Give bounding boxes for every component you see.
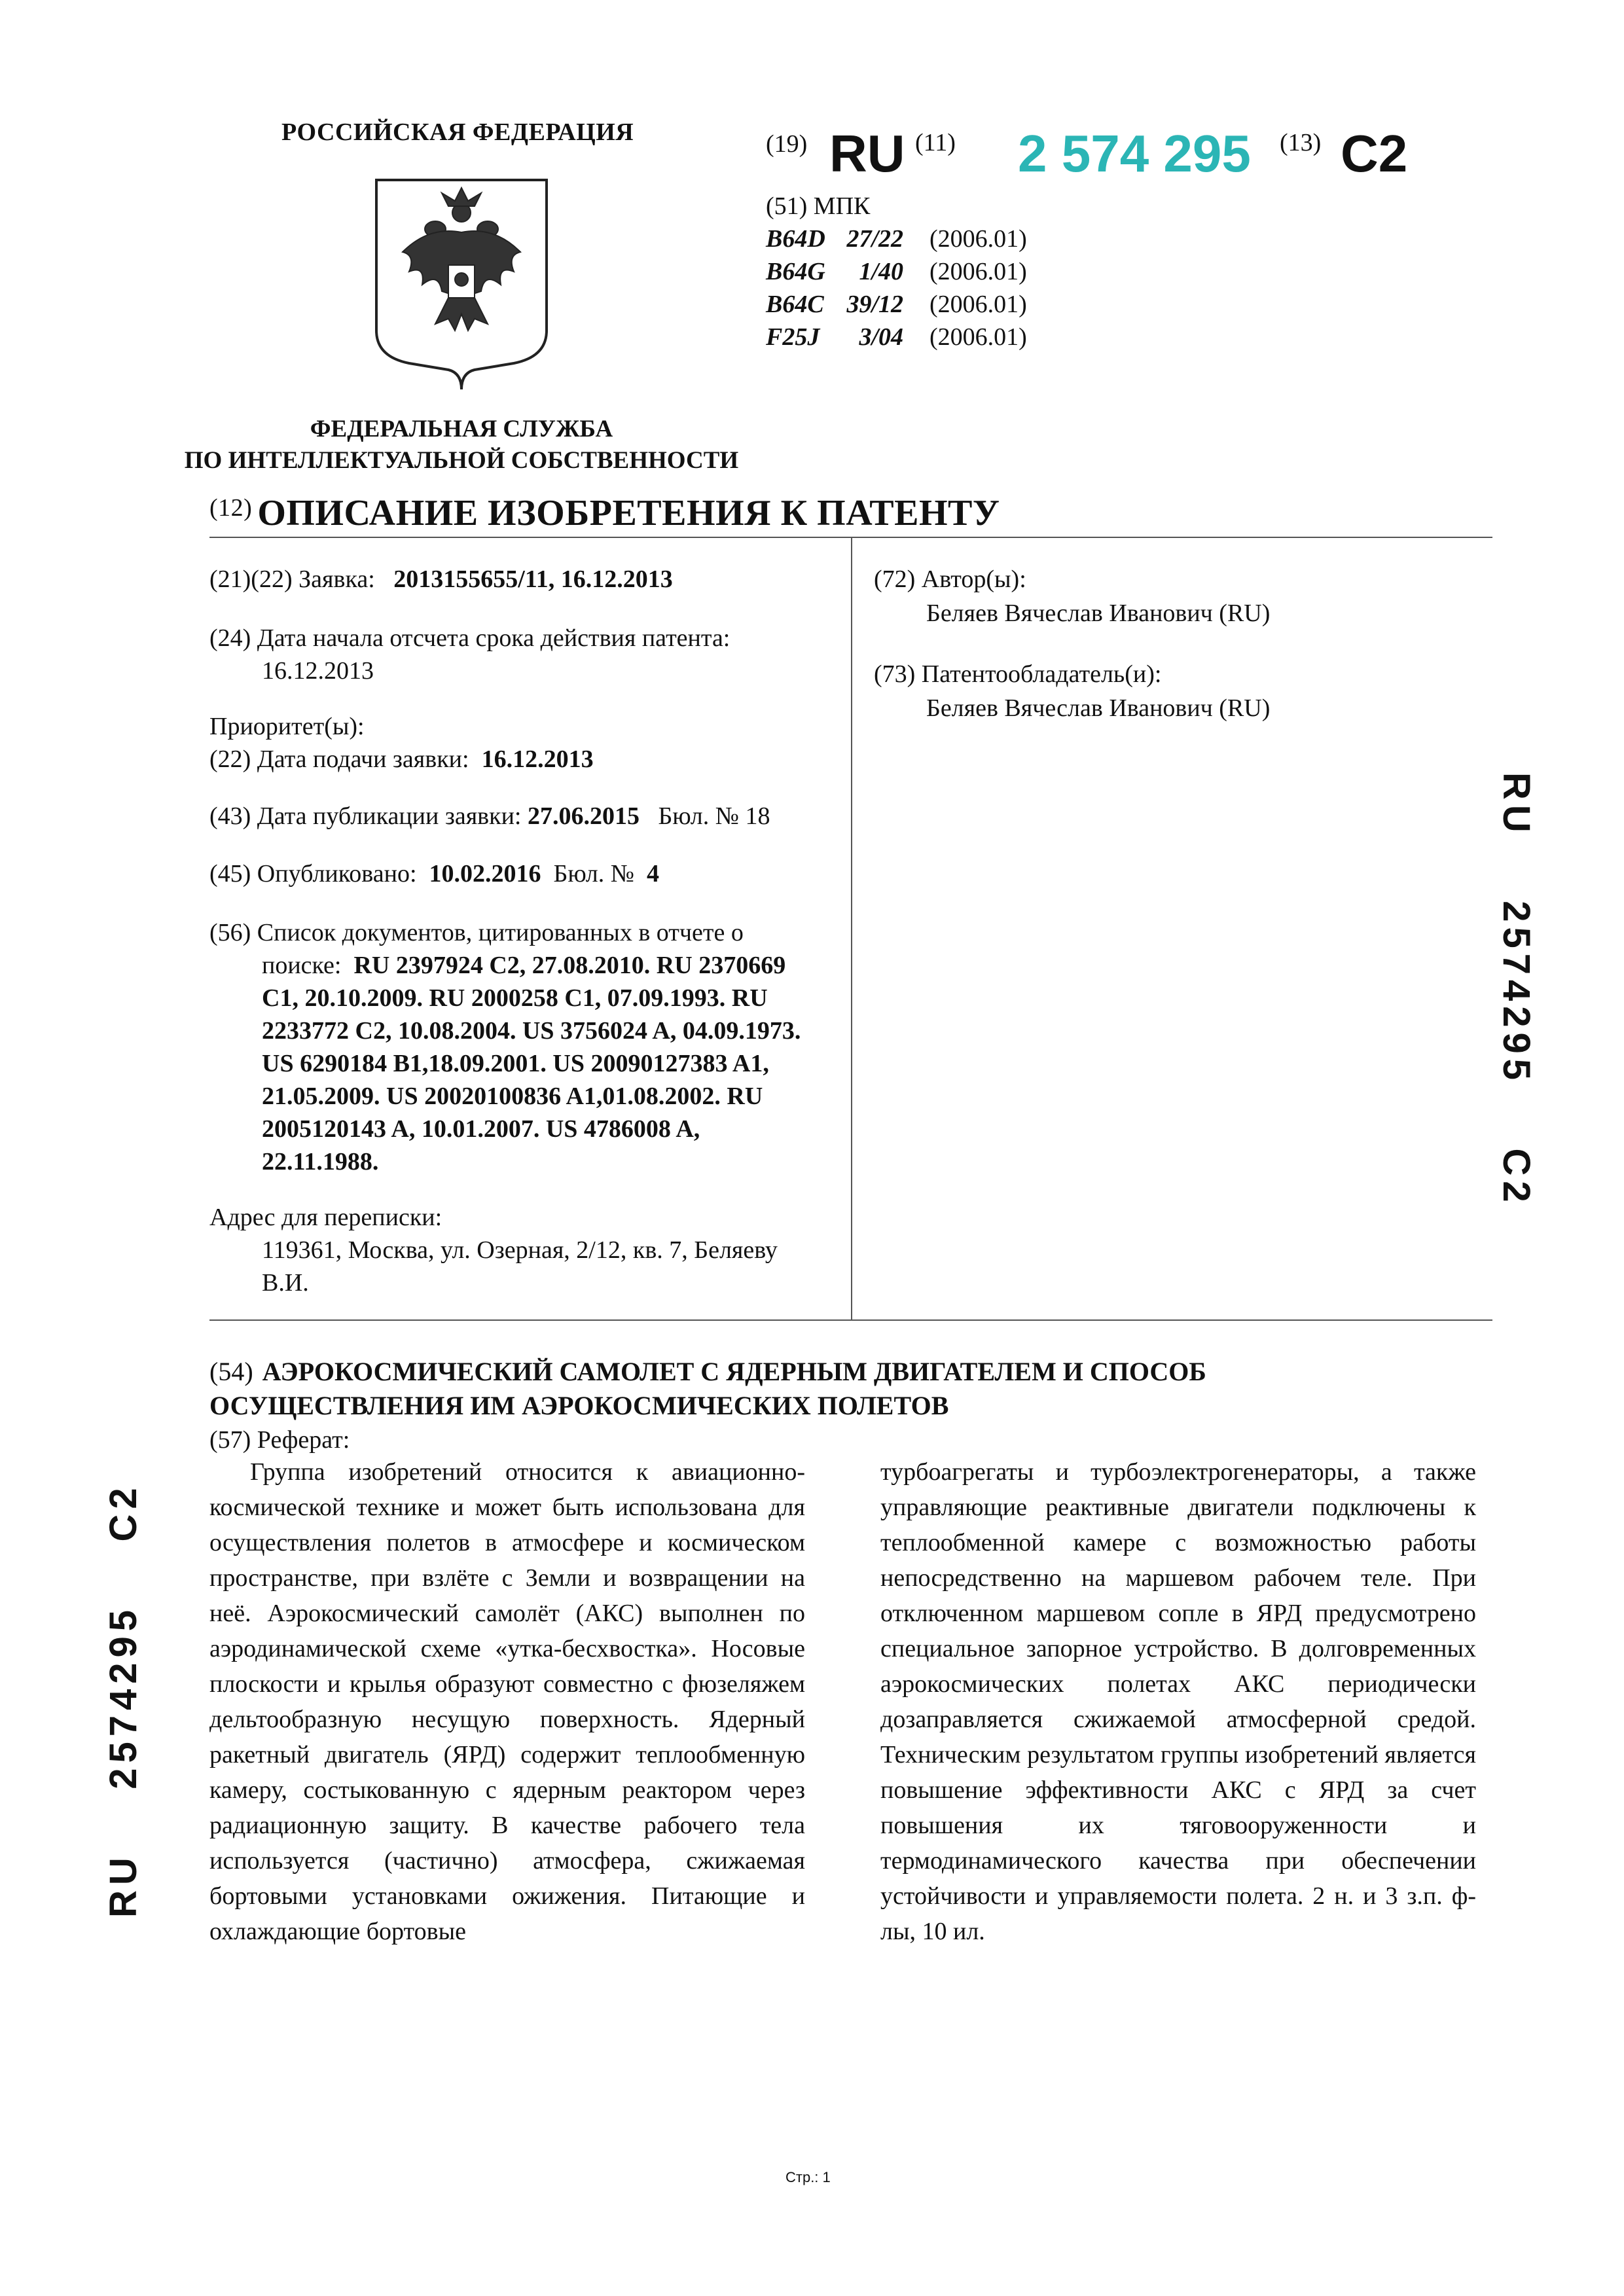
ipc-class: B64C [766,291,824,318]
invention-title-line: ОСУЩЕСТВЛЕНИЯ ИМ АЭРОКОСМИЧЕСКИХ ПОЛЕТОВ [209,1391,949,1420]
term-value: 16.12.2013 [262,657,374,685]
address-line: 119361, Москва, ул. Озерная, 2/12, кв. 7, Беляеву [262,1236,778,1264]
document-title-text: ОПИСАНИЕ ИЗОБРЕТЕНИЯ К ПАТЕНТУ [257,493,1000,533]
filing-field [209,743,594,776]
inid-code-11: (11) [915,129,956,156]
page-number: Стр.: 1 [785,2169,831,2185]
published-field [209,857,659,890]
invention-title [209,1355,1506,1423]
cited-line: US 6290184 B1,18.09.2001. US 20090127383 A1, [262,1050,769,1077]
ipc-group: 3/04 [859,323,903,351]
pub-app-label: (43) Дата публикации заявки: [209,802,522,830]
inid-code-13: (13) [1280,129,1322,156]
term-label: (24) Дата начала отсчета срока действия патента: [209,624,731,652]
published-label: (45) Опубликовано: [209,860,417,888]
invention-title-line: АЭРОКОСМИЧЕСКИЙ САМОЛЕТ С ЯДЕРНЫМ ДВИГАТЕЛЕМ И СПОСОБ [262,1357,1206,1386]
ipc-class: B64D [766,225,825,253]
inid-code-54: (54) [209,1357,253,1386]
country-code: RU [829,124,905,183]
priority-label: Приоритет(ы): [209,713,365,740]
address-label: Адрес для переписки: [209,1204,442,1231]
coat-of-arms-emblem [363,167,560,396]
ipc-label: (51) МПК [766,192,871,220]
abstract-text-right: турбоагрегаты и турбоэлектрогенераторы, а также управляющие реактивные двигатели подключены к теплообменной камере с возможностью работы непосредственно на маршевом рабочем теле. При отключенном маршевом сопле в ЯРД предусмотрено специальное запорное устройство. В долговременных аэрокосмических полетах АКС периодически дозаправляется сжижаемой атмосферной средой. Техническим результатом группы изобретений является повышение эффективности АКС с ЯРД за счет повышения их тяговооруженности и термодинамического качества при обеспечении устойчивости и управляемости полета. 2 н. и 3 з.п. ф-лы, 10 ил. [880,1458,1476,1945]
ipc-group: 39/12 [846,291,903,318]
cited-label-2: поиске: [262,952,342,979]
pub-app-field [209,800,770,833]
kind-code: C2 [1341,124,1408,183]
patent-number: 2 574 295 [1018,124,1251,183]
ipc-row [766,288,1027,321]
pub-app-bulletin: Бюл. № 18 [658,802,770,830]
filing-value: 16.12.2013 [481,745,594,773]
divider-bottom [209,1319,1492,1321]
ipc-version: (2006.01) [929,323,1027,351]
ipc-version: (2006.01) [929,225,1027,253]
cited-line: 22.11.1988. [262,1148,379,1175]
country-name: РОССИЙСКАЯ ФЕДЕРАЦИЯ [281,118,634,146]
cited-line: 2005120143 A, 10.01.2007. US 4786008 A, [262,1115,700,1143]
published-bulletin-value: 4 [647,860,659,888]
author-label: (72) Автор(ы): [874,565,1026,593]
ipc-group: 27/22 [846,225,903,253]
divider-column [851,538,852,1320]
application-field [209,563,673,596]
ipc-classification [766,190,1027,353]
cited-line: C1, 20.10.2009. RU 2000258 C1, 07.09.1993. RU [262,984,768,1012]
inid-code-19: (19) [766,130,808,158]
published-value: 10.02.2016 [429,860,541,888]
filing-label: (22) Дата подачи заявки: [209,745,469,773]
ipc-row [766,255,1027,288]
application-label: (21)(22) Заявка: [209,565,375,593]
ipc-version: (2006.01) [929,258,1027,285]
agency-name [173,414,749,476]
cited-label: (56) Список документов, цитированных в отчете о [209,919,744,946]
application-value: 2013155655/11, 16.12.2013 [393,565,673,593]
cited-documents [209,916,838,1178]
ipc-row [766,321,1027,353]
cited-line: RU 2397924 C2, 27.08.2010. RU 2370669 [353,952,786,979]
ipc-class: B64G [766,258,825,285]
ipc-row [766,223,1027,255]
author-value: Беляев Вячеслав Иванович (RU) [926,600,1271,627]
inid-code-12: (12) [209,494,253,522]
ipc-group: 1/40 [859,258,903,285]
ipc-version: (2006.01) [929,291,1027,318]
abstract-label: (57) Реферат: [209,1426,350,1454]
document-title [209,492,1000,534]
agency-line-2: ПО ИНТЕЛЛЕКТУАЛЬНОЙ СОБСТВЕННОСТИ [184,447,739,474]
ipc-class: F25J [766,323,820,351]
address-line: В.И. [262,1269,309,1297]
owner-value: Беляев Вячеслав Иванович (RU) [926,694,1271,722]
owner-label: (73) Патентообладатель(и): [874,660,1162,688]
side-patent-id-right: RU 2574295 C2 [1495,772,1538,1208]
agency-line-1: ФЕДЕРАЛЬНАЯ СЛУЖБА [310,416,613,442]
side-patent-id-left: RU 2574295 C2 [102,1482,145,1918]
address-value [262,1234,838,1299]
abstract-text-left: Группа изобретений относится к авиационно-космической технике и может быть использована для осуществления полетов в атмосфере и космическом пространстве, при взлёте с Земли и возвращении на неё. Аэрокосмический самолёт (АКС) выполнен по аэродинамической схеме «утка-бесхвостка». Носовые плоскости и крылья образуют совместно с фюзеляжем дельтообразную несущую поверхность. Ядерный ракетный двигатель (ЯРД) содержит теплообменную камеру, состыкованную с ядерным реактором через радиационную защиту. В качестве рабочего тела используется (частично) атмосфера, сжижаемая бортовыми установками ожижения. Питающие и охлаждающие бортовые [209,1458,805,1945]
cited-line: 2233772 C2, 10.08.2004. US 3756024 A, 04.09.1973. [262,1017,801,1045]
cited-line: 21.05.2009. US 20020100836 A1,01.08.2002. RU [262,1083,763,1110]
published-bulletin-label: Бюл. № [553,860,634,888]
pub-app-value: 27.06.2015 [527,802,640,830]
